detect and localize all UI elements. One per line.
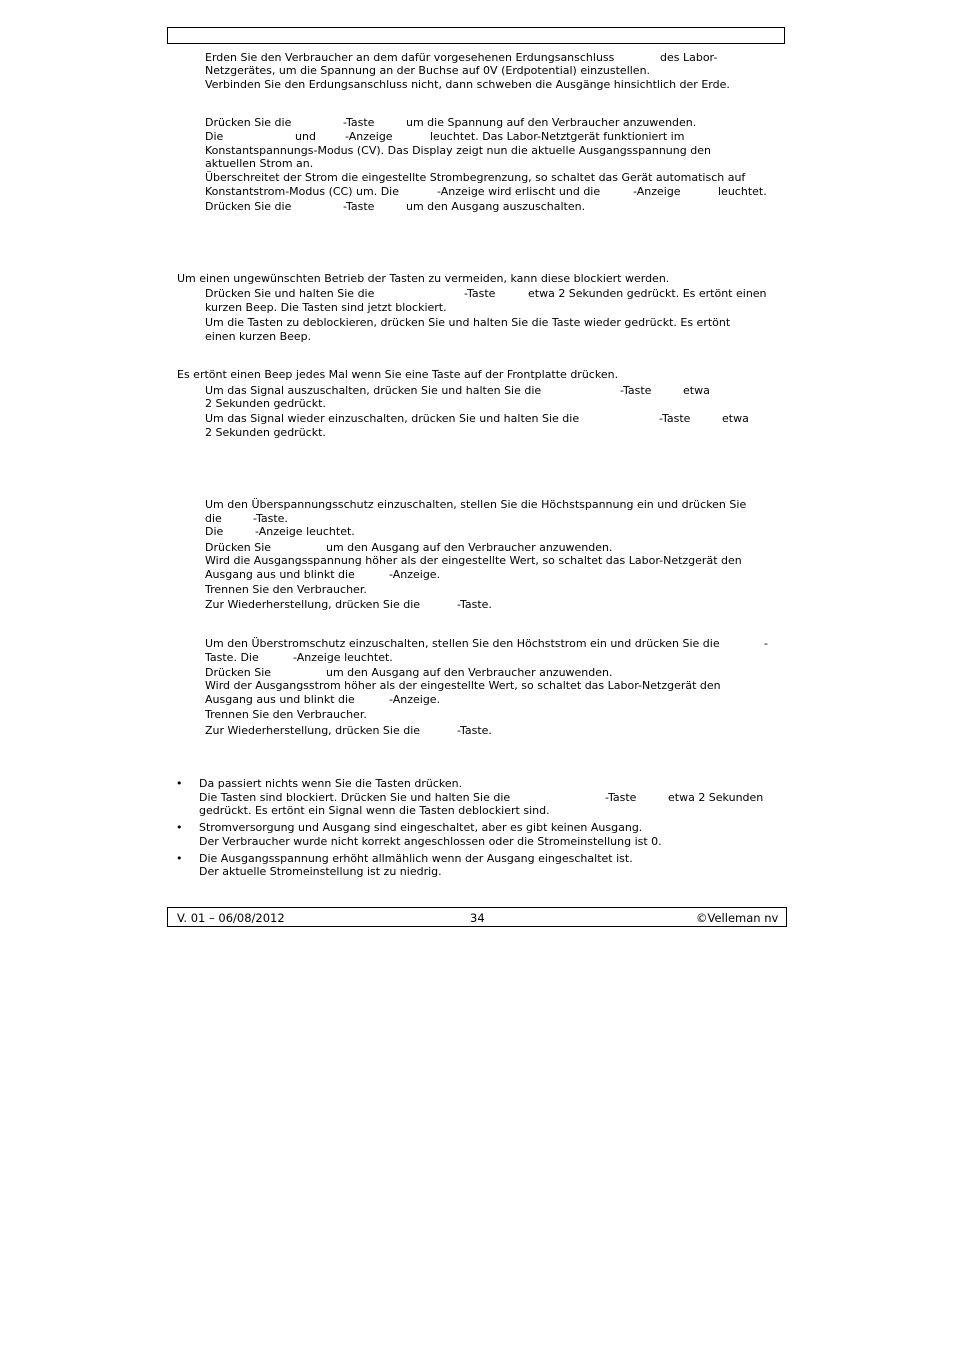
text-line: um den Ausgang auf den Verbraucher anzuwenden. [326,541,613,554]
text-line: leuchtet. [718,185,767,198]
text-line: Es ertönt einen Beep jedes Mal wenn Sie eine Taste auf der Frontplatte drücken. [177,368,619,381]
text-line: Erden Sie den Verbraucher an dem dafür vorgesehenen Erdungsanschluss [205,51,615,64]
text-line: -Anzeige. [389,693,441,706]
text-line: etwa 2 Sekunden gedrückt. Es ertönt einen [528,287,767,300]
text-line: aktuellen Strom an. [205,157,314,170]
text-line: -Taste [343,200,375,213]
text-line: gedrückt. Es ertönt ein Signal wenn die Tasten deblockiert sind. [199,804,550,817]
footer-version: V. 01 – 06/08/2012 [177,911,285,925]
text-line: Drücken Sie [205,666,272,679]
text-line: Die Tasten sind blockiert. Drücken Sie und halten Sie die [199,791,511,804]
text-line: -Taste. [457,598,492,611]
text-line: Verbinden Sie den Erdungsanschluss nicht, dann schweben die Ausgänge hinsichtlich der Erde. [205,78,730,91]
text-line: kurzen Beep. Die Tasten sind jetzt blockiert. [205,301,447,314]
text-line: -Anzeige. [389,568,441,581]
text-line: -Anzeige leuchtet. [293,651,393,664]
footer-page-number: 34 [470,911,485,925]
text-line: Taste. Die [205,651,259,664]
text-line: -Taste. [253,512,288,525]
text-line: Trennen Sie den Verbraucher. [205,583,367,596]
text-line: 2 Sekunden gedrückt. [205,397,326,410]
text-line: Der Verbraucher wurde nicht korrekt angeschlossen oder die Stromeinstellung ist 0. [199,835,662,848]
text-line: -Taste [659,412,691,425]
text-line: etwa [683,384,710,397]
text-line: Da passiert nichts wenn Sie die Tasten drücken. [199,777,463,790]
text-line: Um die Tasten zu deblockieren, drücken Sie und halten Sie die Taste wieder gedrückt. Es ertönt [205,316,731,329]
header-frame [167,27,785,44]
text-line: -Taste. [457,724,492,737]
bullet-icon: • [176,821,183,834]
text-line: Die [205,525,224,538]
text-line: - [764,637,768,650]
text-line: -Anzeige [633,185,681,198]
text-line: Um den Überspannungsschutz einzuschalten, stellen Sie die Höchstspannung ein und drücken Sie [205,498,747,511]
text-line: um den Ausgang auszuschalten. [406,200,586,213]
text-line: Konstantspannungs-Modus (CV). Das Display zeigt nun die aktuelle Ausgangsspannung den [205,144,711,157]
text-line: Drücken Sie [205,541,272,554]
text-line: -Anzeige [345,130,393,143]
text-line: -Taste [464,287,496,300]
text-line: einen kurzen Beep. [205,330,312,343]
text-line: -Taste [343,116,375,129]
text-line: Konstantstrom-Modus (CC) um. Die [205,185,399,198]
text-line: 2 Sekunden gedrückt. [205,426,326,439]
text-line: Drücken Sie die [205,116,292,129]
text-line: Drücken Sie und halten Sie die [205,287,375,300]
text-line: -Taste [620,384,652,397]
text-line: Der aktuelle Stromeinstellung ist zu niedrig. [199,865,442,878]
bullet-icon: • [176,852,183,865]
text-line: Ausgang aus und blinkt die [205,568,355,581]
text-line: des Labor- [660,51,718,64]
text-line: etwa 2 Sekunden [668,791,764,804]
text-line: Die [205,130,224,143]
text-line: Drücken Sie die [205,200,292,213]
text-line: Um einen ungewünschten Betrieb der Tasten zu vermeiden, kann diese blockiert werden. [177,272,670,285]
text-line: Stromversorgung und Ausgang sind eingeschaltet, aber es gibt keinen Ausgang. [199,821,643,834]
text-line: um die Spannung auf den Verbraucher anzuwenden. [406,116,697,129]
text-line: um den Ausgang auf den Verbraucher anzuwenden. [326,666,613,679]
text-line: Netzgerätes, um die Spannung an der Buchse auf 0V (Erdpotential) einzustellen. [205,64,651,77]
text-line: die [205,512,222,525]
text-line: -Anzeige leuchtet. [255,525,355,538]
text-line: Überschreitet der Strom die eingestellte Strombegrenzung, so schaltet das Gerät automatisch auf [205,171,746,184]
text-line: Die Ausgangsspannung erhöht allmählich wenn der Ausgang eingeschaltet ist. [199,852,633,865]
text-line: Ausgang aus und blinkt die [205,693,355,706]
bullet-icon: • [176,777,183,790]
text-line: Um das Signal auszuschalten, drücken Sie und halten Sie die [205,384,542,397]
text-line: -Taste [605,791,637,804]
text-line: etwa [722,412,749,425]
text-line: Trennen Sie den Verbraucher. [205,708,367,721]
text-line: -Anzeige wird erlischt und die [437,185,601,198]
text-line: Wird die Ausgangsspannung höher als der eingestellte Wert, so schaltet das Labor-Netzgerät den [205,554,742,567]
text-line: Zur Wiederherstellung, drücken Sie die [205,598,421,611]
text-line: Um das Signal wieder einzuschalten, drücken Sie und halten Sie die [205,412,580,425]
text-line: Wird der Ausgangsstrom höher als der eingestellte Wert, so schaltet das Labor-Netzgerät den [205,679,721,692]
text-line: Um den Überstromschutz einzuschalten, stellen Sie den Höchststrom ein und drücken Sie die [205,637,720,650]
text-line: Zur Wiederherstellung, drücken Sie die [205,724,421,737]
text-line: leuchtet. Das Labor-Netztgerät funktioniert im [430,130,685,143]
text-line: und [295,130,316,143]
footer-copyright: ©Velleman nv [696,911,779,925]
